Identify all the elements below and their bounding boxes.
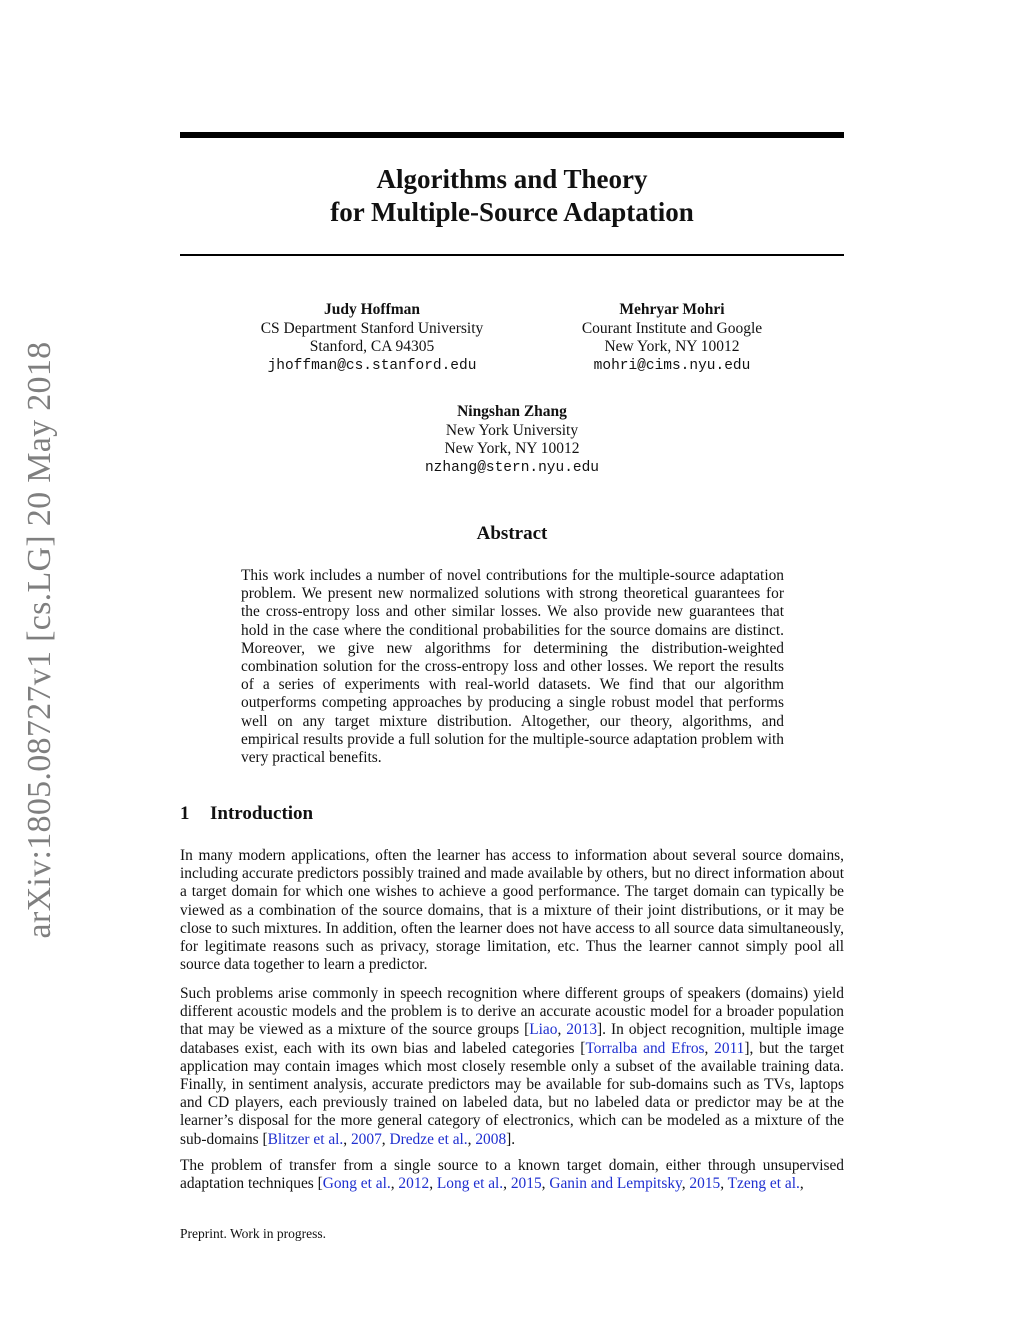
author-email[interactable]: jhoffman@cs.stanford.edu xyxy=(267,357,477,374)
author-name: Ningshan Zhang xyxy=(457,403,567,420)
citation-link[interactable]: 2007 xyxy=(350,1130,382,1148)
author-email[interactable]: mohri@cims.nyu.edu xyxy=(593,357,751,374)
citation-link[interactable]: Dredze et al. xyxy=(389,1130,468,1148)
intro-paragraph-2 xyxy=(180,985,844,1149)
author-address: New York, NY 10012 xyxy=(604,338,740,355)
paragraph-text: , xyxy=(704,1039,715,1057)
author-block-mohri xyxy=(522,301,822,375)
citation-link[interactable]: Tzeng et al. xyxy=(727,1175,800,1193)
author-affiliation: Courant Institute and Google xyxy=(581,319,763,337)
section-heading-introduction xyxy=(180,803,313,825)
citation-link[interactable]: 2008 xyxy=(475,1130,507,1148)
author-affiliation: New York University xyxy=(445,421,579,439)
citation-link[interactable]: 2012 xyxy=(398,1175,430,1193)
paragraph-text: , xyxy=(541,1175,550,1193)
paragraph-text: , xyxy=(343,1130,351,1148)
paragraph-text: , xyxy=(681,1175,690,1193)
title-top-rule xyxy=(180,132,844,138)
citation-link[interactable]: 2011 xyxy=(714,1039,745,1057)
intro-paragraph-3 xyxy=(180,1157,844,1193)
arxiv-identifier[interactable]: arXiv:1805.08727v1 [cs.LG] 20 May 2018 xyxy=(21,341,58,939)
citation-link[interactable]: Torralba and Efros xyxy=(585,1039,705,1057)
author-address: Stanford, CA 94305 xyxy=(309,338,435,355)
author-name: Mehryar Mohri xyxy=(619,301,725,318)
citation-link[interactable]: 2015 xyxy=(689,1175,721,1193)
citation-link[interactable]: Long et al. xyxy=(436,1175,504,1193)
author-address: New York, NY 10012 xyxy=(444,440,580,457)
title-line-1: Algorithms and Theory xyxy=(376,164,648,194)
author-email[interactable]: nzhang@stern.nyu.edu xyxy=(424,459,600,476)
author-affiliation: CS Department Stanford University xyxy=(260,319,484,337)
paragraph-text: , xyxy=(503,1175,511,1193)
author-block-zhang xyxy=(362,403,662,477)
intro-paragraph-1: In many modern applications, often the learner has access to information about several source domains, including accurate predictors possibly trained and made available by others, but no direct information about a target domain for which one wishes to achieve a good performance. The target domain can typically be viewed as a combination of the source domains, that is a mixture of their joint distributions, or it may be close to such mixtures. In addition, often the learner does not have access to all source data simultaneously, for legitimate reasons such as privacy, storage limitation, etc. Thus the learner cannot simply pool all source data together to learn a predictor. xyxy=(180,847,844,974)
paragraph-text: ]. xyxy=(506,1130,516,1148)
citation-link[interactable]: Liao xyxy=(529,1021,558,1039)
author-block-hoffman xyxy=(222,301,522,375)
citation-link[interactable]: Gong et al. xyxy=(322,1175,391,1193)
paper-title xyxy=(180,163,844,229)
footer-note: Preprint. Work in progress. xyxy=(180,1226,327,1241)
paragraph-text: , xyxy=(390,1175,399,1193)
section-number: 1 xyxy=(180,803,190,824)
abstract-text: This work includes a number of novel contributions for the multiple-source adaptation problem. We present new normalized solutions with strong theoretical guarantees for the cross-entropy loss and other similar losses. We also provide new guarantees that hold in the case where the conditional probabilities for the source domains are distinct. Moreover, we give new algorithms for determining the distribution-weighted combination solution for the cross-entropy loss and other losses. We report the results of a series of experiments with real-world datasets. We find that our algorithm outperforms competing approaches by producing a single robust model that performs well on any target mixture distribution. Altogether, our theory, algorithms, and empirical results provide a full solution for the multiple-source adaptation problem with very practical benefits. xyxy=(241,567,784,767)
paragraph-text: , xyxy=(429,1175,437,1193)
paragraph-text: , xyxy=(381,1130,390,1148)
paragraph-text: , xyxy=(720,1175,728,1193)
paragraph-text: , xyxy=(799,1175,804,1193)
abstract-heading: Abstract xyxy=(476,523,548,544)
paragraph-text: The problem of transfer from a single source to a known target domain, either through unsupervised adaptation techniques [ xyxy=(180,1157,844,1193)
paragraph-text: Such problems arise commonly in speech recognition where different groups of speakers (domains) yield different acoustic models and the problem is to derive an accurate acoustic model for a broader population that may be viewed as a mixture of the source groups [ xyxy=(180,985,844,1039)
citation-link[interactable]: Blitzer et al. xyxy=(267,1130,344,1148)
paragraph-text: , xyxy=(467,1130,476,1148)
title-bottom-rule xyxy=(180,254,844,256)
citation-link[interactable]: Ganin and Lempitsky xyxy=(549,1175,682,1193)
citation-link[interactable]: 2015 xyxy=(510,1175,542,1193)
paragraph-text: ], but the target application may contain images which most closely resemble only a subset of the available training data. Finally, in sentiment analysis, accurate predictors may be available for sub-domains such as TVs, laptops and CD players, each previously trained on labeled data, but no labeled data or predictor may be at the learner’s disposal for the more general category of electronics, which can be modeled as a mixture of the sub-domains [ xyxy=(180,1039,844,1148)
paragraph-text: ]. In object recognition, multiple image databases exist, each with its own bias and labeled categories [ xyxy=(180,1021,844,1057)
title-line-2: for Multiple-Source Adaptation xyxy=(330,197,694,227)
author-name: Judy Hoffman xyxy=(323,301,421,318)
section-title: Introduction xyxy=(210,803,314,824)
paragraph-text: , xyxy=(557,1021,567,1039)
citation-link[interactable]: 2013 xyxy=(566,1021,598,1039)
